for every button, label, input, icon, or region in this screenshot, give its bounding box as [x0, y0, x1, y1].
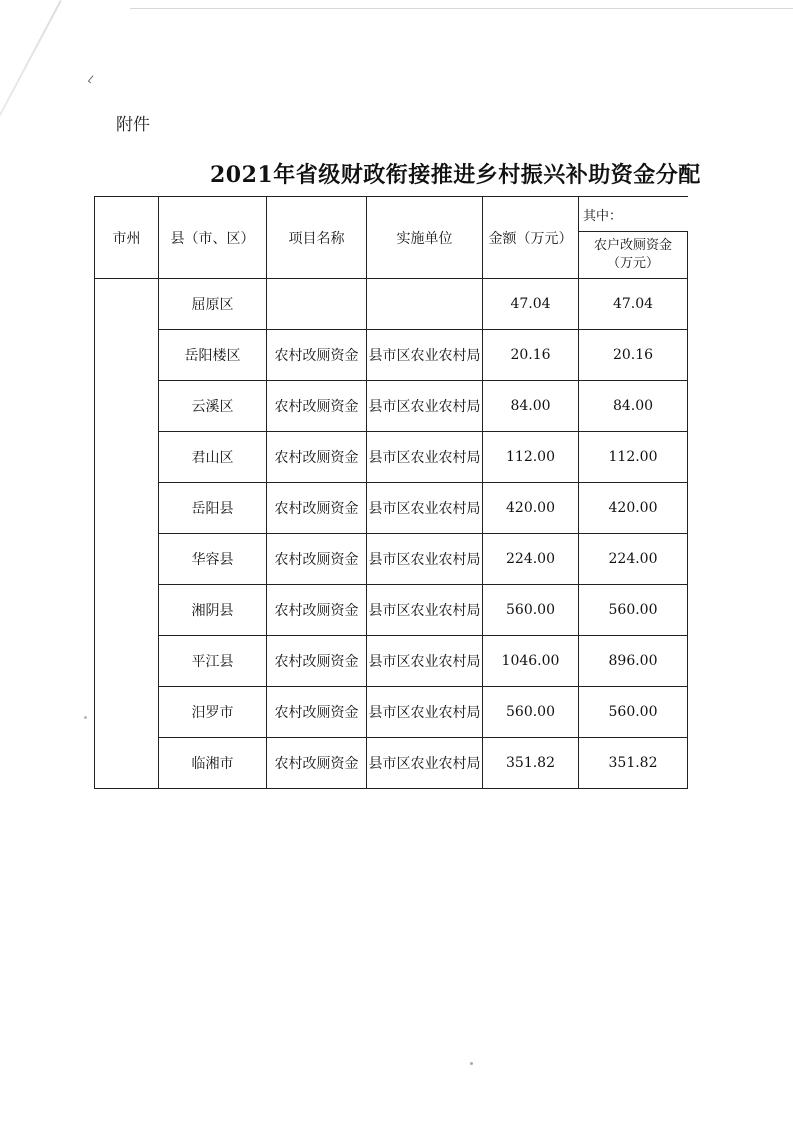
unit-cell: 县市区农业农村局 — [367, 585, 483, 636]
project-cell: 农村改厕资金 — [267, 432, 367, 483]
toilet-fund-cell: 20.16 — [579, 330, 688, 381]
unit-cell: 县市区农业农村局 — [367, 330, 483, 381]
unit-cell: 县市区农业农村局 — [367, 432, 483, 483]
amount-cell: 1046.00 — [483, 636, 579, 687]
toilet-fund-cell: 47.04 — [579, 279, 688, 330]
unit-cell — [367, 279, 483, 330]
toilet-fund-cell: 896.00 — [579, 636, 688, 687]
amount-cell: 112.00 — [483, 432, 579, 483]
amount-cell: 420.00 — [483, 483, 579, 534]
project-cell: 农村改厕资金 — [267, 483, 367, 534]
county-cell: 云溪区 — [159, 381, 267, 432]
city-cell — [95, 279, 159, 789]
county-cell: 湘阴县 — [159, 585, 267, 636]
amount-cell: 47.04 — [483, 279, 579, 330]
header-city: 市州 — [95, 197, 159, 279]
unit-cell: 县市区农业农村局 — [367, 381, 483, 432]
allocation-table — [94, 196, 688, 789]
project-cell: 农村改厕资金 — [267, 381, 367, 432]
header-toilet-fund — [579, 232, 688, 279]
toilet-fund-cell: 224.00 — [579, 534, 688, 585]
header-of-which: 其中： — [579, 197, 688, 232]
toilet-fund-cell: 351.82 — [579, 738, 688, 789]
county-cell: 岳阳县 — [159, 483, 267, 534]
amount-cell: 560.00 — [483, 585, 579, 636]
county-cell: 汨罗市 — [159, 687, 267, 738]
table-header-row-1 — [95, 197, 688, 232]
toilet-fund-cell: 84.00 — [579, 381, 688, 432]
table-row — [95, 483, 688, 534]
attachment-label: 附件 — [116, 115, 150, 135]
toilet-fund-cell: 112.00 — [579, 432, 688, 483]
scan-fold-line — [0, 0, 62, 213]
amount-cell: 351.82 — [483, 738, 579, 789]
header-project: 项目名称 — [267, 197, 367, 279]
scan-speck — [470, 1062, 473, 1065]
header-toilet-fund-label: 农户改厕资金 — [593, 238, 672, 253]
unit-cell: 县市区农业农村局 — [367, 534, 483, 585]
county-cell: 临湘市 — [159, 738, 267, 789]
amount-cell: 224.00 — [483, 534, 579, 585]
table-row — [95, 381, 688, 432]
county-cell: 君山区 — [159, 432, 267, 483]
unit-cell: 县市区农业农村局 — [367, 738, 483, 789]
header-county: 县（市、区） — [159, 197, 267, 279]
project-cell: 农村改厕资金 — [267, 585, 367, 636]
table-row — [95, 738, 688, 789]
county-cell: 屈原区 — [159, 279, 267, 330]
table-row — [95, 636, 688, 687]
unit-cell: 县市区农业农村局 — [367, 636, 483, 687]
project-cell: 农村改厕资金 — [267, 636, 367, 687]
amount-cell: 20.16 — [483, 330, 579, 381]
project-cell — [267, 279, 367, 330]
table-row — [95, 432, 688, 483]
table-row — [95, 585, 688, 636]
project-cell: 农村改厕资金 — [267, 687, 367, 738]
county-cell: 平江县 — [159, 636, 267, 687]
toilet-fund-cell: 420.00 — [579, 483, 688, 534]
staple-mark-icon: ⌐ — [82, 70, 100, 88]
header-toilet-fund-unit: （万元） — [606, 256, 659, 271]
project-cell: 农村改厕资金 — [267, 534, 367, 585]
county-cell: 华容县 — [159, 534, 267, 585]
document-title: 2021年省级财政衔接推进乡村振兴补助资金分配 — [210, 162, 701, 188]
scan-speck — [84, 716, 87, 719]
table-row — [95, 687, 688, 738]
project-cell: 农村改厕资金 — [267, 330, 367, 381]
amount-cell: 84.00 — [483, 381, 579, 432]
project-cell: 农村改厕资金 — [267, 738, 367, 789]
scan-top-edge — [130, 8, 793, 9]
header-unit: 实施单位 — [367, 197, 483, 279]
county-cell: 岳阳楼区 — [159, 330, 267, 381]
unit-cell: 县市区农业农村局 — [367, 687, 483, 738]
header-amount: 金额（万元） — [483, 197, 579, 279]
table-row — [95, 534, 688, 585]
table-row — [95, 279, 688, 330]
toilet-fund-cell: 560.00 — [579, 687, 688, 738]
toilet-fund-cell: 560.00 — [579, 585, 688, 636]
unit-cell: 县市区农业农村局 — [367, 483, 483, 534]
table-row — [95, 330, 688, 381]
amount-cell: 560.00 — [483, 687, 579, 738]
